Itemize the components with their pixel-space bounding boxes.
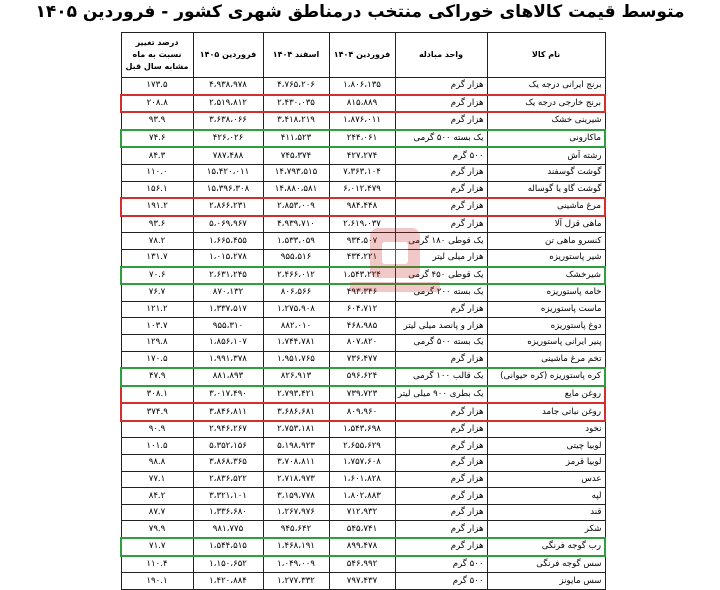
- row-unit: یک بسته ۵۰۰ گرمی: [395, 130, 487, 148]
- row-pct-change: ۱۳۱.۷: [121, 249, 193, 266]
- table-row: [121, 78, 605, 95]
- row-pct-change: ۱۱۰.۰: [121, 164, 193, 181]
- row-unit: ۵۰۰ گرم: [395, 556, 487, 573]
- table-row: [121, 267, 605, 285]
- row-esfand-1404: ۳،۱۵۹،۷۷۸: [263, 488, 329, 505]
- row-esfand-1404: ۸۲۶،۹۱۳: [263, 368, 329, 386]
- row-unit: یک قالب ۱۰۰ گرمی: [395, 368, 487, 386]
- row-farvardin-1405: ۵،۳۵۲،۱۵۶: [193, 438, 263, 455]
- row-item-name: ماهی قزل آلا: [487, 216, 605, 233]
- row-pct-change: ۳۰۸.۱: [121, 386, 193, 404]
- table-row: [121, 147, 605, 164]
- row-esfand-1404: ۱۴،۷۹۳،۵۱۵: [263, 164, 329, 181]
- table-row: [121, 438, 605, 455]
- row-pct-change: ۱۷۰.۵: [121, 351, 193, 368]
- table-row: [121, 164, 605, 181]
- row-farvardin-1405: ۹۸۱،۷۷۵: [193, 521, 263, 538]
- row-farvardin-1405: ۱۵،۴۲۰،۰۱۱: [193, 164, 263, 181]
- row-unit: یک قوطی ۱۸۰ گرمی: [395, 233, 487, 250]
- row-pct-change: ۷۹.۹: [121, 521, 193, 538]
- row-pct-change: ۱۰۳.۷: [121, 318, 193, 335]
- row-unit: هزار گرم: [395, 421, 487, 438]
- row-esfand-1404: ۲،۷۹۳،۴۲۱: [263, 386, 329, 404]
- col-header-pct-change: درصد تغییر نسبت به ماه مشابه سال قبل: [121, 33, 193, 78]
- row-pct-change: ۱۹۰.۱: [121, 573, 193, 590]
- row-farvardin-1404: ۱،۶۰۱،۸۲۸: [329, 471, 395, 488]
- row-item-name: سس گوجه فرنگی: [487, 556, 605, 573]
- table-row: [121, 233, 605, 250]
- row-pct-change: ۱۱۰.۴: [121, 556, 193, 573]
- row-farvardin-1405: ۱،۳۳۶،۶۸۰: [193, 504, 263, 521]
- row-unit: هزار گرم: [395, 403, 487, 421]
- row-pct-change: ۱۹۱.۲: [121, 198, 193, 216]
- row-pct-change: ۷۸.۲: [121, 233, 193, 250]
- row-unit: هزار گرم: [395, 301, 487, 318]
- row-esfand-1404: ۹۴۵،۶۴۲: [263, 521, 329, 538]
- row-farvardin-1404: ۸۹۹،۴۷۸: [329, 538, 395, 556]
- table-row: [121, 521, 605, 538]
- row-unit: هزار گرم: [395, 164, 487, 181]
- row-item-name: کنسرو ماهی تن: [487, 233, 605, 250]
- row-farvardin-1404: ۷۳۹،۷۲۳: [329, 386, 395, 404]
- row-farvardin-1404: ۷۹۷،۴۳۷: [329, 573, 395, 590]
- row-farvardin-1404: ۷،۳۶۳،۱۰۴: [329, 164, 395, 181]
- row-pct-change: ۷۷.۱: [121, 471, 193, 488]
- row-farvardin-1404: ۱،۵۴۳،۲۲۴: [329, 267, 395, 285]
- row-farvardin-1404: ۵۴۵،۷۴۱: [329, 521, 395, 538]
- row-item-name: گوشت گوسفند: [487, 164, 605, 181]
- row-pct-change: ۷۴.۶: [121, 130, 193, 148]
- row-item-name: مرغ ماشینی: [487, 198, 605, 216]
- row-pct-change: ۹۳.۶: [121, 216, 193, 233]
- row-esfand-1404: ۲،۷۱۸،۹۷۳: [263, 471, 329, 488]
- row-farvardin-1404: ۱،۸۰۶،۱۳۵: [329, 78, 395, 95]
- col-header-unit: واحد مبادله: [395, 33, 487, 78]
- row-farvardin-1404: ۲۴۴،۰۶۱: [329, 130, 395, 148]
- row-esfand-1404: ۴۱۱،۵۲۳: [263, 130, 329, 148]
- row-item-name: گوشت گاو یا گوساله: [487, 181, 605, 198]
- row-esfand-1404: ۱،۵۳۳،۰۵۹: [263, 233, 329, 250]
- table-row: [121, 284, 605, 301]
- row-item-name: ماست پاستوریزه: [487, 301, 605, 318]
- row-pct-change: ۱۰۱.۵: [121, 438, 193, 455]
- row-unit: هزار و پانصد میلی لیتر: [395, 318, 487, 335]
- row-farvardin-1404: ۹۸۴،۴۴۸: [329, 198, 395, 216]
- row-esfand-1404: ۳،۴۱۸،۲۱۹: [263, 112, 329, 130]
- row-esfand-1404: ۱،۲۶۷،۹۷۶: [263, 504, 329, 521]
- row-unit: یک قوطی ۴۵۰ گرمی: [395, 267, 487, 285]
- row-esfand-1404: ۸۰۶،۵۶۶: [263, 284, 329, 301]
- row-pct-change: ۸۴.۳: [121, 147, 193, 164]
- row-esfand-1404: ۷۴۵،۳۷۴: [263, 147, 329, 164]
- row-farvardin-1405: ۱،۸۵۶،۱۰۷: [193, 334, 263, 351]
- row-farvardin-1405: ۳،۶۳۸،۰۶۶: [193, 112, 263, 130]
- row-farvardin-1404: ۴۶۸،۹۸۵: [329, 318, 395, 335]
- row-farvardin-1405: ۳،۸۶۸،۳۶۵: [193, 455, 263, 472]
- row-pct-change: ۱۵۶.۱: [121, 181, 193, 198]
- table-row: [121, 112, 605, 130]
- row-farvardin-1404: ۶۰۴،۷۱۲: [329, 301, 395, 318]
- row-pct-change: ۷۶.۷: [121, 284, 193, 301]
- row-pct-change: ۹۸.۸: [121, 455, 193, 472]
- row-item-name: روغن نباتی جامد: [487, 403, 605, 421]
- row-esfand-1404: ۱،۲۷۷،۳۳۲: [263, 573, 329, 590]
- row-esfand-1404: ۹۵۵،۵۱۶: [263, 249, 329, 266]
- row-pct-change: ۷۰.۶: [121, 267, 193, 285]
- table-row: [121, 556, 605, 573]
- table-row: [121, 334, 605, 351]
- row-unit: هزار گرم: [395, 521, 487, 538]
- table-row: [121, 455, 605, 472]
- row-farvardin-1405: ۳،۳۲۱،۱۰۱: [193, 488, 263, 505]
- row-pct-change: ۹۳.۹: [121, 112, 193, 130]
- row-farvardin-1404: ۸۰۹،۹۶۰: [329, 403, 395, 421]
- row-pct-change: ۹۰.۹: [121, 421, 193, 438]
- row-unit: هزار گرم: [395, 438, 487, 455]
- row-farvardin-1405: ۱،۱۵۰،۶۵۲: [193, 556, 263, 573]
- row-farvardin-1405: ۷۸۷،۴۸۸: [193, 147, 263, 164]
- col-header-esfand-1404: اسفند ۱۴۰۴: [263, 33, 329, 78]
- table-row: [121, 488, 605, 505]
- row-farvardin-1405: ۲،۵۱۹،۸۱۲: [193, 95, 263, 113]
- row-farvardin-1404: ۸۱۵،۸۸۹: [329, 95, 395, 113]
- row-pct-change: ۸۴.۲: [121, 488, 193, 505]
- row-unit: ۵۰۰ گرم: [395, 147, 487, 164]
- row-farvardin-1404: ۲،۶۵۵،۶۲۹: [329, 438, 395, 455]
- table-row: [121, 403, 605, 421]
- row-farvardin-1405: ۱،۹۹۱،۳۷۸: [193, 351, 263, 368]
- row-esfand-1404: ۲،۴۳۰،۰۳۵: [263, 95, 329, 113]
- row-pct-change: ۳۷۴.۹: [121, 403, 193, 421]
- table-row: [121, 368, 605, 386]
- row-farvardin-1405: ۲،۹۴۶،۲۶۷: [193, 421, 263, 438]
- row-esfand-1404: ۱،۷۴۴،۷۸۱: [263, 334, 329, 351]
- row-unit: هزار گرم: [395, 216, 487, 233]
- row-unit: هزار گرم: [395, 455, 487, 472]
- row-esfand-1404: ۳،۷۰۸،۸۱۱: [263, 455, 329, 472]
- price-table: [120, 32, 606, 590]
- row-unit: هزار گرم: [395, 78, 487, 95]
- table-row: [121, 471, 605, 488]
- row-item-name: لپه: [487, 488, 605, 505]
- row-farvardin-1405: ۲،۸۶۶،۲۳۱: [193, 198, 263, 216]
- row-unit: هزار گرم: [395, 488, 487, 505]
- row-esfand-1404: ۲،۸۵۳،۰۰۹: [263, 198, 329, 216]
- row-unit: یک بسته ۵۰۰ گرمی: [395, 334, 487, 351]
- row-farvardin-1405: ۱،۰۱۵،۲۷۸: [193, 249, 263, 266]
- row-farvardin-1404: ۵۴۶،۹۹۲: [329, 556, 395, 573]
- table-row: [121, 130, 605, 148]
- row-farvardin-1404: ۹۳۴،۵۰۷: [329, 233, 395, 250]
- table-row: [121, 538, 605, 556]
- row-item-name: شیرخشک: [487, 267, 605, 285]
- row-unit: هزار گرم: [395, 181, 487, 198]
- row-item-name: برنج خارجی درجه یک: [487, 95, 605, 113]
- row-esfand-1404: ۴،۷۶۵،۲۰۶: [263, 78, 329, 95]
- row-farvardin-1405: ۳،۸۴۶،۸۱۱: [193, 403, 263, 421]
- row-unit: هزار میلی لیتر: [395, 249, 487, 266]
- table-row: [121, 301, 605, 318]
- row-farvardin-1404: ۴۲۷،۲۷۴: [329, 147, 395, 164]
- row-farvardin-1404: ۴۳۴،۲۲۱: [329, 249, 395, 266]
- row-farvardin-1405: ۴۲۶،۰۲۶: [193, 130, 263, 148]
- row-item-name: شکر: [487, 521, 605, 538]
- row-esfand-1404: ۸۸۲،۰۱۰: [263, 318, 329, 335]
- page-title: متوسط قیمت کالاهای خوراکی منتخب درمناطق شهری کشور - فروردین ۱۴۰۵: [35, 2, 685, 22]
- table-body: [121, 78, 605, 590]
- row-pct-change: ۱۷۳.۵: [121, 78, 193, 95]
- row-farvardin-1405: ۱۵،۳۹۶،۳۰۸: [193, 181, 263, 198]
- row-unit: ۵۰۰ گرم: [395, 573, 487, 590]
- row-item-name: سس مایونز: [487, 573, 605, 590]
- row-farvardin-1404: ۱،۵۴۳،۶۹۸: [329, 421, 395, 438]
- row-unit: هزار گرم: [395, 95, 487, 113]
- row-pct-change: ۸۷.۷: [121, 504, 193, 521]
- table-row: [121, 318, 605, 335]
- row-farvardin-1405: ۸۸۱،۸۹۳: [193, 368, 263, 386]
- row-item-name: نخود: [487, 421, 605, 438]
- row-item-name: شیرینی خشک: [487, 112, 605, 130]
- row-farvardin-1404: ۶،۰۱۲،۴۷۹: [329, 181, 395, 198]
- row-item-name: لوبیا قرمز: [487, 455, 605, 472]
- row-farvardin-1405: ۲،۸۳۶،۵۲۲: [193, 471, 263, 488]
- row-esfand-1404: ۱،۲۷۵،۹۰۸: [263, 301, 329, 318]
- row-farvardin-1404: ۸۰۷،۸۲۰: [329, 334, 395, 351]
- row-farvardin-1404: ۴۹۳،۳۴۶: [329, 284, 395, 301]
- row-farvardin-1404: ۱،۸۰۲،۸۸۳: [329, 488, 395, 505]
- col-header-farvardin-1404: فروردین ۱۴۰۴: [329, 33, 395, 78]
- row-item-name: رشته آش: [487, 147, 605, 164]
- row-farvardin-1405: ۱،۵۴۴،۵۱۵: [193, 538, 263, 556]
- row-item-name: خامه پاستوریزه: [487, 284, 605, 301]
- row-farvardin-1404: ۵۹۶،۶۲۴: [329, 368, 395, 386]
- row-farvardin-1405: ۱،۴۲۰،۸۸۴: [193, 573, 263, 590]
- row-esfand-1404: ۲،۷۵۳،۱۸۱: [263, 421, 329, 438]
- row-pct-change: ۴۷.۹: [121, 368, 193, 386]
- row-unit: یک بسته ۲۰۰ گرمی: [395, 284, 487, 301]
- row-farvardin-1405: ۵،۰۶۹،۹۶۷: [193, 216, 263, 233]
- row-farvardin-1405: ۸۷۰،۱۳۲: [193, 284, 263, 301]
- row-esfand-1404: ۴،۹۳۹،۷۱۰: [263, 216, 329, 233]
- row-item-name: لوبیا چیتی: [487, 438, 605, 455]
- table-row: [121, 573, 605, 590]
- row-item-name: عدس: [487, 471, 605, 488]
- row-esfand-1404: ۱۴،۸۸۰،۵۸۱: [263, 181, 329, 198]
- col-header-name: نام کالا: [487, 33, 605, 78]
- row-item-name: کره پاستوریزه (کره حیوانی): [487, 368, 605, 386]
- row-unit: هزار گرم: [395, 198, 487, 216]
- row-esfand-1404: ۳،۶۸۶،۶۸۱: [263, 403, 329, 421]
- price-table-wrapper: [122, 32, 606, 590]
- table-row: [121, 421, 605, 438]
- row-item-name: تخم مرغ ماشینی: [487, 351, 605, 368]
- row-unit: هزار گرم: [395, 471, 487, 488]
- table-row: [121, 95, 605, 113]
- table-row: [121, 504, 605, 521]
- row-esfand-1404: ۱،۹۵۱،۷۶۵: [263, 351, 329, 368]
- row-farvardin-1404: ۷۳۶،۴۷۷: [329, 351, 395, 368]
- row-unit: هزار گرم: [395, 538, 487, 556]
- row-pct-change: ۲۰۸.۸: [121, 95, 193, 113]
- row-farvardin-1405: ۴،۹۳۸،۹۷۸: [193, 78, 263, 95]
- row-pct-change: ۱۲۱.۲: [121, 301, 193, 318]
- row-farvardin-1404: ۷۱۲،۹۳۲: [329, 504, 395, 521]
- table-row: [121, 198, 605, 216]
- row-unit: یک بطری ۹۰۰ میلی لیتر: [395, 386, 487, 404]
- row-farvardin-1405: ۳،۰۱۷،۴۹۰: [193, 386, 263, 404]
- row-item-name: پنیر ایرانی پاستوریزه: [487, 334, 605, 351]
- row-item-name: روغن مایع: [487, 386, 605, 404]
- row-unit: هزار گرم: [395, 504, 487, 521]
- row-item-name: شیر پاستوریزه: [487, 249, 605, 266]
- table-row: [121, 351, 605, 368]
- col-header-farvardin-1405: فروردین ۱۴۰۵: [193, 33, 263, 78]
- row-esfand-1404: ۲،۴۶۶،۰۱۲: [263, 267, 329, 285]
- table-row: [121, 249, 605, 266]
- row-pct-change: ۱۲۹.۸: [121, 334, 193, 351]
- row-farvardin-1404: ۲،۶۱۹،۰۳۷: [329, 216, 395, 233]
- table-header-row: [121, 33, 605, 78]
- row-item-name: قند: [487, 504, 605, 521]
- row-farvardin-1405: ۹۵۵،۳۱۰: [193, 318, 263, 335]
- row-unit: هزار گرم: [395, 112, 487, 130]
- row-unit: هزار گرم: [395, 351, 487, 368]
- row-item-name: رب گوجه فرنگی: [487, 538, 605, 556]
- row-esfand-1404: ۱،۰۴۹،۰۰۹: [263, 556, 329, 573]
- row-farvardin-1404: ۱،۷۵۷،۶۰۸: [329, 455, 395, 472]
- table-row: [121, 181, 605, 198]
- row-farvardin-1405: ۲،۶۳۱،۲۴۵: [193, 267, 263, 285]
- row-item-name: ماکارونی: [487, 130, 605, 148]
- row-farvardin-1405: ۱،۳۳۷،۵۱۷: [193, 301, 263, 318]
- row-esfand-1404: ۱،۴۶۸،۱۹۱: [263, 538, 329, 556]
- row-item-name: برنج ایرانی درجه یک: [487, 78, 605, 95]
- table-row: [121, 386, 605, 404]
- row-item-name: دوغ پاستوریزه: [487, 318, 605, 335]
- table-row: [121, 216, 605, 233]
- row-esfand-1404: ۵،۱۹۸،۹۲۳: [263, 438, 329, 455]
- row-farvardin-1404: ۱،۸۷۶،۰۱۱: [329, 112, 395, 130]
- row-farvardin-1405: ۱،۶۶۵،۴۵۵: [193, 233, 263, 250]
- row-pct-change: ۷۱.۷: [121, 538, 193, 556]
